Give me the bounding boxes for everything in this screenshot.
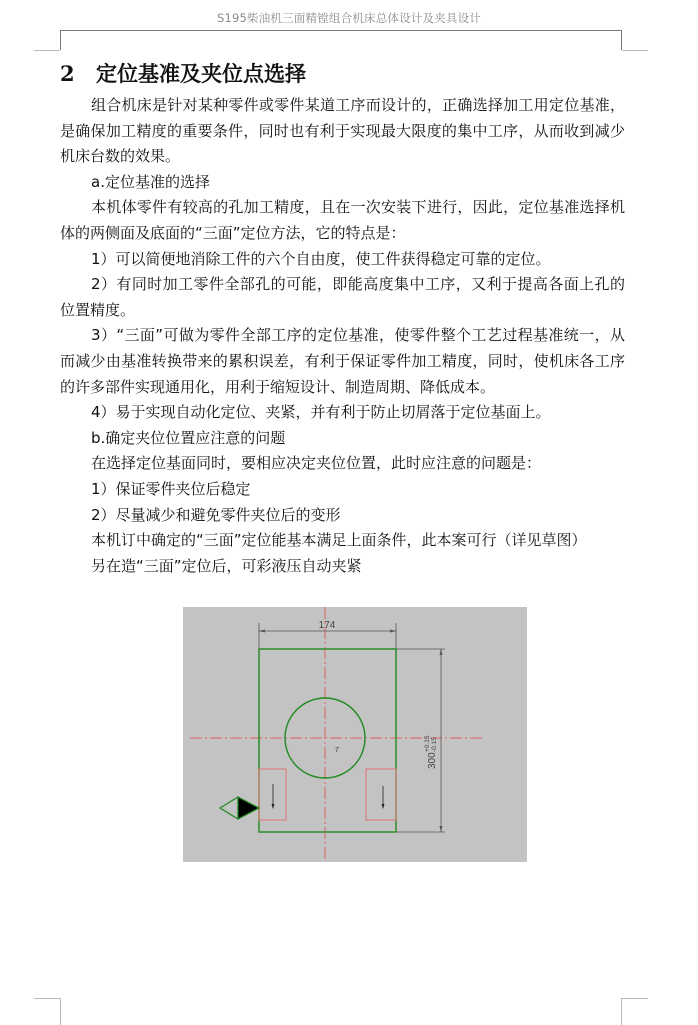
header-rule bbox=[60, 30, 621, 31]
subheading-a: a.定位基准的选择 bbox=[91, 172, 210, 191]
header-rule-right-tick bbox=[621, 30, 622, 50]
section-number: 2 bbox=[60, 61, 75, 86]
paragraph-a-body: 本机体零件有较高的孔加工精度，且在一次安装下进行，因此，定位基准选择机体的两侧面及底面的“三面”定位方法，它的特点是： bbox=[60, 198, 625, 242]
section-title: 定位基准及夹位点选择 bbox=[96, 61, 306, 86]
width-dimension-text: 174 bbox=[318, 620, 336, 631]
section-heading bbox=[60, 58, 625, 90]
list-item-a1: 1）可以简便地消除工件的六个自由度，使工件获得稳定可靠的定位。 bbox=[91, 249, 551, 268]
subheading-b: b.确定夹位位置应注意的问题 bbox=[91, 428, 286, 447]
intro-paragraph: 组合机床是针对某种零件或零件某道工序而设计的，正确选择加工用定位基准，是确保加工精度的重要条件，同时也有利于实现最大限度的集中工序，从而收到减少机床台数的效果。 bbox=[60, 96, 625, 166]
list-item-a2: 2）有同时加工零件全部孔的可能，即能高度集中工序，又利于提高各面上孔的位置精度。 bbox=[60, 275, 625, 319]
crop-mark-bottom-right bbox=[621, 998, 648, 1025]
fixture-sketch-figure bbox=[183, 607, 527, 862]
height-upper-tolerance: +0.15 bbox=[424, 735, 431, 752]
clamp-block-right bbox=[366, 769, 396, 820]
conclusion-line-2: 另在造“三面”定位后，可彩液压自动夹紧 bbox=[91, 556, 362, 575]
height-lower-tolerance: -0.15 bbox=[431, 737, 438, 752]
header-rule-left-tick bbox=[60, 30, 61, 50]
clamp-block-left bbox=[259, 769, 286, 820]
height-dimension-label bbox=[424, 735, 438, 769]
datum-locator-icon bbox=[220, 797, 259, 819]
height-dimension-text: 300 bbox=[427, 752, 438, 769]
crop-mark-top-left bbox=[34, 50, 60, 51]
list-item-b1: 1）保证零件夹位后稳定 bbox=[91, 479, 251, 498]
list-item-a4: 4）易于实现自动化定位、夹紧，并有利于防止切屑落于定位基面上。 bbox=[91, 403, 551, 422]
bore-label: 7 bbox=[335, 747, 339, 754]
page-body bbox=[60, 58, 625, 579]
crop-mark-top-right bbox=[622, 50, 648, 51]
fixture-sketch-drawing bbox=[183, 607, 527, 862]
list-item-b2: 2）尽量减少和避免零件夹位后的变形 bbox=[91, 505, 341, 524]
list-item-a3: 3）“三面”可做为零件全部工序的定位基准，使零件整个工艺过程基准统一，从而减少由基准转换带来的累积误差，有利于保证零件加工精度，同时，使机床各工序的许多部件实现通用化，用利于缩短设计、制造周期、降低成本。 bbox=[60, 326, 625, 396]
paragraph-b-body: 在选择定位基面同时，要相应决定夹位位置，此时应注意的问题是： bbox=[91, 454, 542, 473]
conclusion-line-1: 本机订中确定的“三面”定位能基本满足上面条件，此本案可行（详见草图） bbox=[91, 531, 587, 550]
part-outline bbox=[259, 649, 396, 832]
crop-mark-bottom-left bbox=[34, 998, 61, 1025]
running-header: S195柴油机三面精镗组合机床总体设计及夹具设计 bbox=[216, 11, 482, 25]
